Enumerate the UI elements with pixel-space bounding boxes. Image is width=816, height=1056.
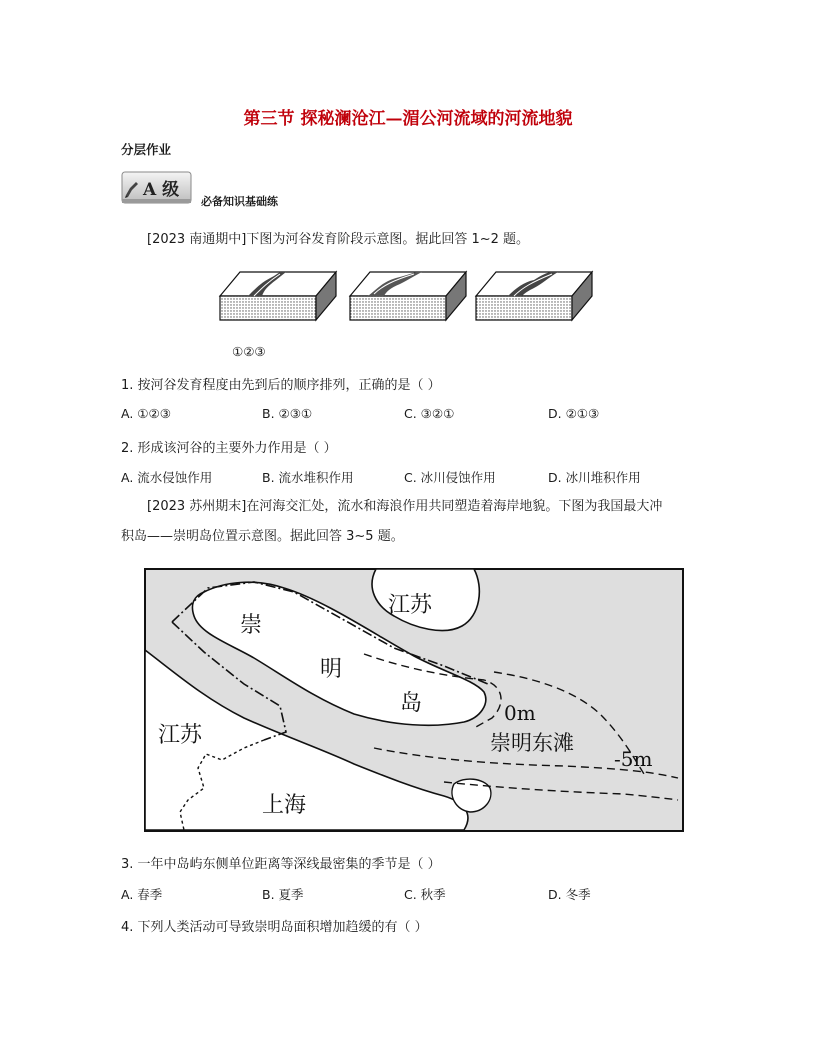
question-2-option-d: D. 冰川堆积作用 — [548, 470, 641, 485]
question-1-option-b: B. ②③① — [262, 406, 313, 421]
question-1-option-a: A. ①②③ — [121, 406, 171, 421]
label-jiangsu-top: 江苏 — [388, 593, 433, 618]
question-1-stem: 1. 按河谷发育程度由先到后的顺序排列，正确的是（ ） — [121, 378, 441, 393]
label-dao: 岛 — [400, 691, 423, 716]
level-badge-text: A 级 — [143, 180, 180, 200]
level-caption: 必备知识基础练 — [201, 195, 278, 208]
chongming-map — [144, 568, 684, 832]
question-3-stem: 3. 一年中岛屿东侧单位距离等深线最密集的季节是（ ） — [121, 857, 441, 872]
question-4-stem: 4. 下列人类活动可导致崇明岛面积增加趋缓的有（ ） — [121, 920, 428, 935]
level-badge — [121, 171, 193, 205]
section-label: 分层作业 — [121, 142, 172, 157]
label-chong: 崇 — [240, 613, 263, 638]
label-depth-0m: 0m — [504, 701, 536, 725]
valley-block-3 — [476, 272, 592, 320]
label-jiangsu-left: 江苏 — [158, 723, 203, 748]
valley-block-1 — [220, 272, 336, 320]
question-3-option-b: B. 夏季 — [262, 887, 304, 902]
label-ming: 明 — [320, 657, 343, 682]
page-title: 第三节 探秘澜沧江—湄公河流域的河流地貌 — [243, 109, 573, 129]
valley-block-2 — [350, 272, 466, 320]
label-dongtan: 崇明东滩 — [490, 731, 574, 755]
question-2-option-b: B. 流水堆积作用 — [262, 470, 354, 485]
question-1-option-c: C. ③②① — [404, 406, 455, 421]
label-depth-5m: -5m — [614, 747, 653, 771]
intro-paragraph-2-line-2: 积岛——崇明岛位置示意图。据此回答 3~5 题。 — [121, 529, 404, 544]
intro-paragraph-2-line-1: [2023 苏州期末]在河海交汇处，流水和海浪作用共同塑造着海岸地貌。下图为我国最大冲 — [147, 499, 663, 514]
question-3-option-a: A. 春季 — [121, 887, 163, 902]
label-shanghai: 上海 — [262, 793, 307, 818]
figure1-caption: ①②③ — [232, 344, 266, 359]
question-2-stem: 2. 形成该河谷的主要外力作用是（ ） — [121, 441, 337, 456]
question-2-option-a: A. 流水侵蚀作用 — [121, 470, 213, 485]
question-1-option-d: D. ②①③ — [548, 406, 600, 421]
question-3-option-d: D. 冬季 — [548, 887, 591, 902]
valley-stages-figure — [218, 262, 598, 324]
question-3-option-c: C. 秋季 — [404, 887, 446, 902]
intro-paragraph-1: [2023 南通期中]下图为河谷发育阶段示意图。据此回答 1~2 题。 — [147, 232, 530, 247]
question-2-option-c: C. 冰川侵蚀作用 — [404, 470, 496, 485]
